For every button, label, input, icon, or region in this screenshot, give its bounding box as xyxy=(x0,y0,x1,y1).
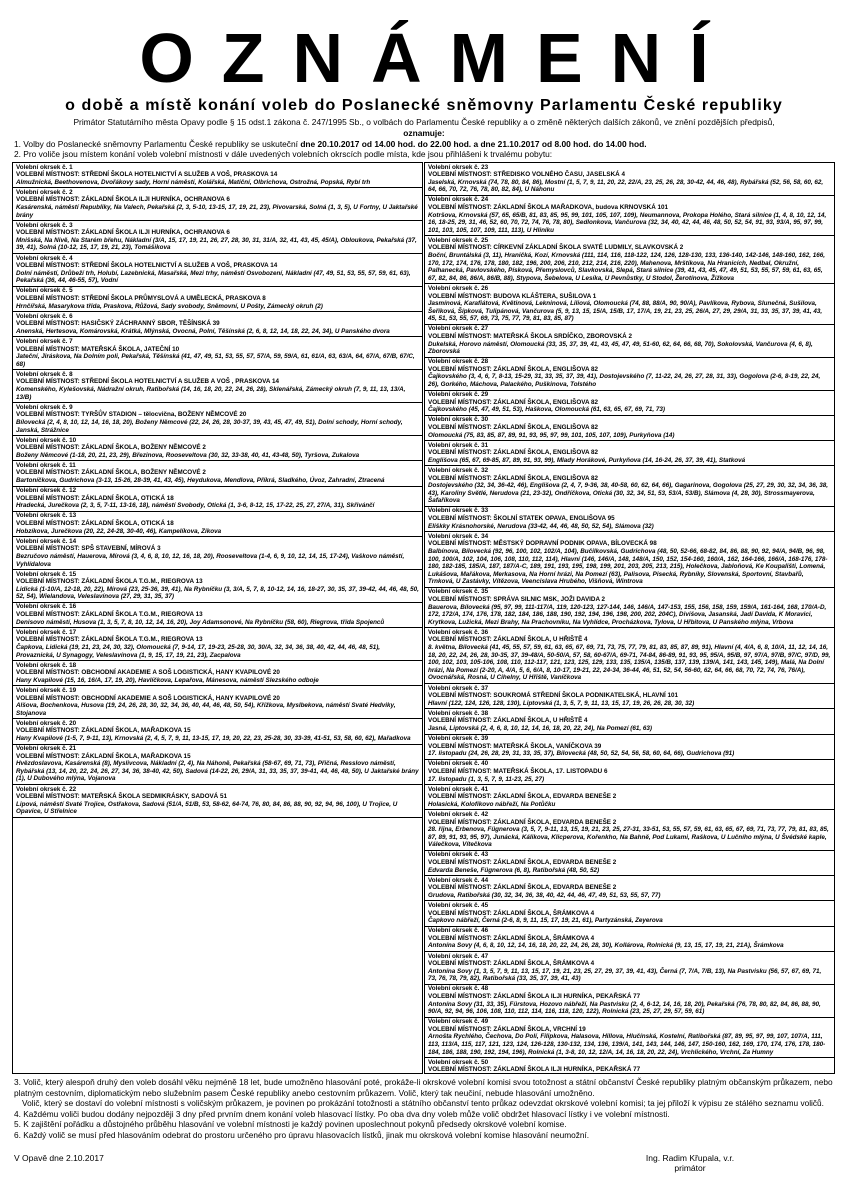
district-number: Volební okrsek č. 37 xyxy=(428,684,489,692)
district-entry xyxy=(425,985,834,1018)
district-streets: 28. října, Erbenova, Fügnerova (3, 5, 7, 9-11, 13, 15, 19, 21, 23, 25, 27-31, 33-51, 53, 55, 57, 59, 61, 63, 65, 67, 69, 71, 73, 77, 79, 81, 83, 85, 87, 89, 91, 93, 95, 97), Junácká, Kálikova, Klicperova, Kořenkho, Na Bahně, Pod Lukami, Raškova, U Lučního mlýna, U Švédské kaple, Válečkova, Vítečkova xyxy=(428,826,829,849)
district-streets: Denisovo náměstí, Husova (1, 3, 5, 7, 8, 10, 12, 14, 16, 20), Joy Adamsonové, Na Rybníčku (58, 60), Riegrova, třída Spojenců xyxy=(16,618,385,626)
district-number: Volební okrsek č. 38 xyxy=(428,709,489,717)
district-entry xyxy=(13,287,422,312)
election-dates: dne 20.10.2017 od 14.00 hod. do 22.00 hod. a dne 21.10.2017 od 8.00 hod. do 14.00 hod. xyxy=(300,138,647,149)
district-number: Volební okrsek č. 4 xyxy=(16,254,73,262)
district-streets: Čajkovského (3, 4, 6, 7, 8-13, 15-29, 31, 33, 35, 37, 39, 41), Dostojevského (7, 11-22, 24, 26, 27, 28, 31, 33), Gogolova (2-6, 8-19, 22, 24, 26), Gorkého, Máchova, Palackého, Puškinova, Tolstého xyxy=(428,373,821,389)
district-streets: Boční, Bruntálská (3, 11), Hraničká, Kozí, Krnovská (111, 114, 116, 118-122, 124, 126, 128-130, 133, 136-140, 142-146, 148-160, 162, 166, 170, 172, 174, 176, 178, 180, 182, 196, 200, 206, 210, 212, 214, 216, 220), Mahenova, Mrštíkova, Na Hranicích, Nedbal, Okružní, Palhanecká, Pavlovského, Písková, Přemyslovců, Slavkovská, Slepá, Stará silnice (39, 41, 43, 45, 47, 49, 51, 53, 55, 57, 59, 61, 63, 65, 67, 82, 84, 86, 86/A, 86/B, 88), Stypova, Šebelova, U Lesíka, U Pevnůstky, U Stodol, Žerotínova, Žižkova xyxy=(428,252,825,282)
district-entry xyxy=(13,461,422,486)
district-streets: Hrnčířská, Masarykova třída, Praskova, Růžová, Sady svobody, Sněmovní, U Pošty, Zámecký okruh (2) xyxy=(16,302,323,310)
polling-room: VOLEBNÍ MÍSTNOST: STŘEDNÍ ŠKOLA PRŮMYSLOVÁ A UMĚLECKÁ, PRASKOVA 8 xyxy=(16,295,266,302)
polling-room: VOLEBNÍ MÍSTNOST: MĚSTSKÝ DOPRAVNÍ PODNIK OPAVA, BÍLOVECKÁ 98 xyxy=(428,540,657,548)
district-number: Volební okrsek č. 46 xyxy=(428,927,489,935)
district-number: Volební okrsek č. 11 xyxy=(16,461,76,469)
district-entry xyxy=(425,163,834,196)
district-streets: 17. listopadu (24, 26, 28, 29, 31, 33, 35, 37), Bílovecká (48, 50, 52, 54, 56, 58, 60, 64, 66), Gudrichova (91) xyxy=(428,750,735,758)
district-number: Volební okrsek č. 27 xyxy=(428,325,489,333)
district-streets: Olomoucká (75, 83, 85, 87, 89, 91, 93, 95, 97, 99, 101, 105, 107, 109), Purkyňova (14) xyxy=(428,431,675,439)
footer-paragraph: 5. K zajištění pořádku a důstojného průběhu hlasování ve volební místnosti je každý povinen uposlechnout pokynů předsedy okrskové volební komise. xyxy=(14,1119,567,1130)
district-entry xyxy=(425,628,834,684)
polling-room: VOLEBNÍ MÍSTNOST: ZÁKLADNÍ ŠKOLA, U HŘIŠTĚ 4 xyxy=(428,636,588,644)
footer-notes xyxy=(14,1077,834,1141)
district-entry xyxy=(425,810,834,850)
announcement-header xyxy=(14,117,834,160)
district-entry xyxy=(425,588,834,628)
point-1-text: 1. Volby do Poslanecké sněmovny Parlamentu České republiky se uskuteční xyxy=(14,138,301,149)
polling-room: VOLEBNÍ MÍSTNOST: HASIČSKÝ ZÁCHRANNÝ SBOR, TĚŠÍNSKÁ 39 xyxy=(16,320,220,328)
polling-room: VOLEBNÍ MÍSTNOST: ZÁKLADNÍ ŠKOLA, EDVARDA BENEŠE 2 xyxy=(428,793,617,801)
polling-room: VOLEBNÍ MÍSTNOST: ZÁKLADNÍ ŠKOLA, ENGLIŠOVA 82 xyxy=(428,365,599,373)
page-title: OZNÁMENÍ xyxy=(139,19,737,97)
district-entry xyxy=(425,1058,834,1074)
right-column xyxy=(424,162,835,1074)
district-entry xyxy=(425,901,834,926)
polling-room: VOLEBNÍ MÍSTNOST: ZÁKLADNÍ ŠKOLA MAŘADKOVA, budova KRNOVSKÁ 101 xyxy=(428,203,668,211)
polling-room: VOLEBNÍ MÍSTNOST: ZÁKLADNÍ ŠKOLA, ŠRÁMKOVA 4 xyxy=(428,909,595,917)
district-streets: Dolní náměstí, Drůbeží trh, Holubí, Lazebnická, Masařská, Mezi trhy, náměstí Osvobození, Nákladní (47, 49, 51, 53, 55, 57, 59, 61, 63), Pekařská (36, 44, 46-55, 57), Vodní xyxy=(16,269,411,285)
district-streets: Čajkovského (45, 47, 49, 51, 53), Haškova, Olomoucká (61, 63, 65, 67, 69, 71, 73) xyxy=(428,406,665,414)
district-entry xyxy=(13,785,422,818)
district-entry xyxy=(425,507,834,532)
polling-room: VOLEBNÍ MÍSTNOST: STŘEDNÍ ŠKOLA HOTELNICTVÍ A SLUŽEB A VOŠ, PRASKOVA 14 xyxy=(16,171,278,179)
footer-paragraph: 4. Každému voliči budou dodány nejpozději 3 dny před prvním dnem konání voleb hlasovací lístky. Po oba dva dny voleb může volič obdržet hlasovací lístky i ve volební místnosti. xyxy=(14,1108,670,1119)
polling-room: VOLEBNÍ MÍSTNOST: TYRŠŮV STADION – tělocvična, BOŽENY NĚMCOVÉ 20 xyxy=(16,411,247,419)
district-entry xyxy=(13,221,422,254)
polling-room: VOLEBNÍ MÍSTNOST: ZÁKLADNÍ ŠKOLA T.G.M., RIEGROVA 13 xyxy=(16,636,203,644)
district-number: Volební okrsek č. 43 xyxy=(428,851,489,859)
polling-room: VOLEBNÍ MÍSTNOST: ZÁKLADNÍ ŠKOLA, ŠRÁMKOVA 4 xyxy=(428,934,595,942)
district-streets: Arnošta Rychlého, Čechova, Do Polí, Filipkova, Halasova, Hillova, Hlučínská, Kostelní, Ratibořská (87, 89, 95, 97, 99, 107, 107/A, 111, 113, 113/A, 115, 117, 121, 123, 124, 126-128, 130-132, 134, 136, 139/A, 141, 143, 144, 146, 147, 150-160, 162, 169, 170, 174, 176, 178, 180-184, 186, 188, 190, 192, 194, 196), Rolnická (1, 3-8, 10, 12, 12/A, 14, 16, 18, 20, 22, 24), Vrchlického, Vrchní, Za Humny xyxy=(428,1033,826,1056)
district-streets: Edvarda Beneše, Fügnerova (6, 8), Ratibořská (48, 50, 52) xyxy=(428,866,600,874)
district-streets: 17. listopadu (1, 3, 5, 7, 9, 11-23, 25, 27) xyxy=(428,775,545,783)
district-streets: Kasárenská, náměstí Republiky, Na Valech, Pekařská (2, 3, 5-10, 13-15, 17, 19, 21, 23), Pivovarská, Solná (1, 3, 5), U Fortny, U Jaktařské brány xyxy=(16,203,418,219)
polling-room: VOLEBNÍ MÍSTNOST: MATEŘSKÁ ŠKOLA SRDÍČKO, ZBOROVSKÁ 2 xyxy=(428,332,632,340)
polling-room: VOLEBNÍ MÍSTNOST: ZÁKLADNÍ ŠKOLA, ŠRÁMKOVA 4 xyxy=(428,960,595,968)
district-number: Volební okrsek č. 35 xyxy=(428,588,489,596)
district-number: Volební okrsek č. 25 xyxy=(428,236,489,244)
polling-room: VOLEBNÍ MÍSTNOST: ZÁKLADNÍ ŠKOLA, OTICKÁ 18 xyxy=(16,494,174,502)
polling-room: VOLEBNÍ MÍSTNOST: OBCHODNÍ AKADEMIE A SOŠ LOGISTICKÁ, HANY KVAPILOVÉ 20 xyxy=(16,694,280,702)
polling-room: VOLEBNÍ MÍSTNOST: ZÁKLADNÍ ŠKOLA, BOŽENY NĚMCOVÉ 2 xyxy=(16,469,206,477)
polling-room: VOLEBNÍ MÍSTNOST: ZÁKLADNÍ ŠKOLA, OTICKÁ 18 xyxy=(16,520,174,528)
polling-room: VOLEBNÍ MÍSTNOST: ZÁKLADNÍ ŠKOLA, BOŽENY NĚMCOVÉ 2 xyxy=(16,444,206,452)
district-streets: Hvězdoslavova, Kasárenská (8), Myslivcova, Nákladní (2, 4), Na Náhoně, Pekařská (58-67, 69, 71, 73), Přičná, Resslovo náměstí, Rybářská (13, 14, 20, 22, 24, 26, 27, 34, 36, 38-40, 42, 50), Sadová (14-22, 26, 29/A, 31, 33, 35, 37, 39-41, 44, 46, 48, 50), U Jaktařské brány (1), U Dubového mlýna, Vojanova xyxy=(16,760,419,783)
district-entry xyxy=(13,745,422,785)
district-streets: Hradecká, Jurečkova (2, 3, 5, 7-11, 13-16, 18), náměstí Svobody, Otická (1, 3-6, 8-12, 15, 17-22, 25, 27, 27/A, 31), Skřivánčí xyxy=(16,502,375,510)
district-streets: Almužnická, Beethovenova, Dvořákovy sady, Horní náměstí, Kolářská, Matiční, Olbrichova, Ostrožná, Popská, Rybí trh xyxy=(16,178,371,186)
district-number: Volební okrsek č. 49 xyxy=(428,1018,489,1026)
district-streets: Dostojevského (32, 34, 36-42, 46), Englišova (2, 4, 7, 9-36, 38, 40-58, 60, 62, 64, 66), Gagarinova, Gogolova (25, 27, 29, 30, 32, 34, 36, 38, 43), Karoliny Světlé, Nerudova (21, 23-32), Ondříčkova, Otická (30, 32, 34, 51, 53, 53/A, 53/B), Slámova (4, 28, 30), Strossmayerova, Šafaříkova xyxy=(428,482,829,505)
district-entry xyxy=(13,188,422,221)
district-entry xyxy=(425,927,834,952)
district-streets: Bartoníčkova, Gudrichova (3-13, 15-26, 28-39, 41, 43, 45), Heydukova, Mendlova, Příkrá, Sladkého, Úvoz, Zahradní, Ztracená xyxy=(16,477,385,485)
polling-room: VOLEBNÍ MÍSTNOST: ZÁKLADNÍ ŠKOLA, EDVARDA BENEŠE 2 xyxy=(428,858,617,866)
district-entry xyxy=(13,661,422,686)
district-number: Volební okrsek č. 19 xyxy=(16,686,77,694)
polling-room: VOLEBNÍ MÍSTNOST: ZÁKLADNÍ ŠKOLA, EDVARDA BENEŠE 2 xyxy=(428,818,617,826)
district-streets: Hany Kvapilové (1-5, 7, 9-11, 13), Krnovská (2, 4, 5, 7, 9, 11, 13-15, 17, 19, 20, 22, 23, 25-28, 30, 33-39, 41-51, 53, 58, 60, 62), Mařadkova xyxy=(16,734,411,742)
polling-room: VOLEBNÍ MÍSTNOST: ZÁKLADNÍ ŠKOLA, ENGLIŠOVA 82 xyxy=(428,398,599,406)
district-number: Volební okrsek č. 29 xyxy=(428,391,489,399)
district-entry xyxy=(425,760,834,785)
district-number: Volební okrsek č. 36 xyxy=(428,628,489,636)
district-number: Volební okrsek č. 12 xyxy=(16,487,77,495)
district-entry xyxy=(13,487,422,512)
polling-room: VOLEBNÍ MÍSTNOST: ZÁKLADNÍ ŠKOLA, MAŘADKOVA 15 xyxy=(16,752,191,760)
district-entry xyxy=(13,537,422,570)
district-streets: Hlavní (122, 124, 126, 128, 130), Liptovská (1, 3, 5, 7, 9, 11, 13, 15, 17, 19, 26, 26, 28, 30, 32) xyxy=(428,699,695,707)
district-streets: Jateční, Jiráskova, Na Dolním poli, Pekařská, Těšínská (41, 47, 49, 51, 53, 55, 57, 57/A, 59, 59/A, 61, 61/A, 63, 63/A, 64, 67/A, 67/B, 67/C, 68) xyxy=(16,353,415,368)
polling-room: VOLEBNÍ MÍSTNOST: MATEŘSKÁ ŠKOLA, VANÍČKOVA 39 xyxy=(428,742,602,750)
polling-room: VOLEBNÍ MÍSTNOST: ZÁKLADNÍ ŠKOLA, MAŘADKOVA 15 xyxy=(16,727,191,735)
district-streets: Balbínova, Bílovecká (92, 96, 100, 102, 102/A, 104), Bučilkovská, Gudrichova (48, 50, 52-66, 68-82, 84, 86, 88, 90, 92, 94/A, 94/B, 96, 98, 100, 100/A, 102, 104, 106, 108, 110, 112, 114), Hlavní (146, 146/A, 148, 148/A, 150, 152, 154-160, 160/A, 162, 164-166, 166/A, 168-176, 178-180, 182-185, 185/A, 187, 187/A-C, 189, 191, 193, 195, 198, 199, 201, 203, 205, 213, 215), Holečkova, Jabloňová, Ke Koupališti, Lomená, Lukášova, Mařákova, Merkasova, Na Horní hrázi, Na Pomezí (63), Palisova, Pisecká, Rybníky, Slovenská, Sportovní, Stavbařů, Trnková, U Zastávky, Vítězova, Veencislava Hrubého, Višňová, Wintrova xyxy=(428,547,828,586)
district-streets: Jasná, Liptovská (2, 4, 6, 8, 10, 12, 14, 16, 18, 20, 22, 24), Na Pomezí (61, 63) xyxy=(428,724,653,732)
district-streets: Holasická, Kolofíkovo nábřeží, Na Potůčku xyxy=(428,800,556,808)
district-streets: Jasmínová, Karafiátová, Květinová, Lekninová, Liliová, Olomoucká (74, 88, 88/A, 90, 90/A), Pavlíkova, Rybova, Slunečná, Sušilova, Šeříková, Šípková, Tulipánová, Vančurova (5, 9, 13, 15, 15/A, 15/B, 17, 17/A, 19, 21, 23, 25, 26/A, 27, 29, 29/A, 31, 33, 35, 37, 39, 41, 43, 45, 51, 53, 55, 57, 69, 73, 75, 77, 79, 81, 83, 85, 87) xyxy=(428,300,823,323)
district-streets: Boženy Němcové (1-18, 20, 21, 23, 29), Březinova, Rooseveltova (30, 32, 33-38, 40, 41, 43-48, 50), Tyršova, Zukalova xyxy=(16,451,360,459)
district-streets: Lipová, náměstí Svaté Trojice, Ostřakova, Sadová (51/A, 51/B, 53, 58-62, 64-74, 76, 80, 84, 86, 88, 90, 92, 94, 96, 100), U Trojice, U Opavice, U Střelnice xyxy=(16,800,398,816)
polling-room: VOLEBNÍ MÍSTNOST: CÍRKEVNÍ ZÁKLADNÍ ŠKOLA SVATÉ LUDMILY, SLAVKOVSKÁ 2 xyxy=(428,244,684,252)
district-streets: Kotršova, Krnovská (57, 65, 65/B, 81, 83, 85, 95, 99, 101, 105, 107, 109), Neumannova, Prokopa Holého, Stará silnice (1, 4, 8, 10, 12, 14, 16, 18-25, 29, 31, 46, 52, 60, 70, 72, 74, 76, 78, 80), Sedlonkova, Vančurova (32, 34, 40, 42, 44, 46, 48, 50, 52, 54, 91, 93, 93/A, 95, 97, 99, 101, 103, 105, 107, 109, 111, 113), U Hliníku xyxy=(428,211,827,234)
district-streets: Antonína Sovy (1, 3, 5, 7, 9, 11, 13, 15, 17, 19, 21, 23, 25, 27, 29, 37, 39, 41, 43), Černá (7, 7/A, 7/B, 13), Na Pastvisku (56, 57, 67, 69, 71, 73, 76, 78, 79, 82), Ratibořská (33, 35, 37, 39, 41, 43) xyxy=(428,967,822,983)
district-streets: Englišova (65, 67, 69-85, 87, 89, 91, 93, 99), Mlady Horákové, Purkyňova (14, 16-24, 26, 37, 39, 41), Statková xyxy=(428,456,746,464)
district-number: Volební okrsek č. 20 xyxy=(16,719,77,727)
polling-room: VOLEBNÍ MÍSTNOST: SOUKROMÁ STŘEDNÍ ŠKOLA PODNIKATELSKÁ, HLAVNÍ 101 xyxy=(428,692,679,700)
polling-room: VOLEBNÍ MÍSTNOST: ZÁKLADNÍ ŠKOLA ILJI HURNÍKA, OCHRANOVA 6 xyxy=(16,196,230,204)
polling-room: VOLEBNÍ MÍSTNOST: ŠKOLNÍ STATEK OPAVA, ENGLIŠOVA 95 xyxy=(428,515,615,523)
district-number: Volební okrsek č. 24 xyxy=(428,196,489,204)
left-column xyxy=(12,162,423,1074)
polling-room: VOLEBNÍ MÍSTNOST: SPŠ STAVEBNÍ, MÍROVÁ 3 xyxy=(16,545,161,553)
district-entry xyxy=(425,236,834,284)
district-number: Volební okrsek č. 45 xyxy=(428,901,489,909)
district-entry xyxy=(425,684,834,709)
district-number: Volební okrsek č. 1 xyxy=(16,163,73,171)
district-number: Volební okrsek č. 2 xyxy=(16,188,73,196)
district-entry xyxy=(425,441,834,466)
district-number: Volební okrsek č. 18 xyxy=(16,661,77,669)
district-streets: Bauerova, Bílovecká (95, 97, 99, 111-117/A, 119, 120-123, 127-144, 146, 146/A, 147-153, 155, 156, 158, 159, 159/A, 161-164, 168, 170/A-D, 172, 172/A, 174, 176, 178, 182, 184, 186, 188, 190, 192, 194, 196, 198, 200, 202, 204C), Divišova, Jasanská, Jadí Davida, K Moravici, Krytkova, Lužická, Mezi Brahy, Na Prachovníku, Na Vyhlídce, Procházkova, Tylova, U Hřbitova, U Panského mlýna, Vrbova xyxy=(428,603,827,626)
polling-room: VOLEBNÍ MÍSTNOST: SPRÁVA SILNIC MSK, JOŽI DAVIDA 2 xyxy=(428,595,606,603)
district-number: Volební okrsek č. 17 xyxy=(16,628,77,636)
point-1 xyxy=(14,139,834,150)
district-streets: Lidická (1-10/A, 12-18, 20, 22), Mírová (23, 25-36, 39, 41), Na Rybníčku (3, 3/A, 5, 7, 8, 10-12, 14, 16, 18-27, 30, 35, 37, 39-42, 44, 46, 48, 50, 52, 54), Wielandova, Veleslavínova (27, 29, 31, 35, 37) xyxy=(16,585,419,601)
district-entry xyxy=(425,735,834,760)
district-entry xyxy=(13,312,422,337)
district-entry xyxy=(425,709,834,734)
intro-text: Primátor Statutárního města Opavy podle § 15 odst.1 zákona č. 247/1995 Sb., o volbách do Parlamentu České republiky a o změně některých dalších zákonů, ve znění pozdějších předpisů, xyxy=(73,117,775,127)
district-streets: Bílovecká (2, 4, 8, 10, 12, 14, 16, 18, 20), Boženy Němcové (22, 24, 26, 28, 30-37, 39, 43, 45, 47, 49, 51), Dolní schody, Horní schody, Janská, Strážnice xyxy=(16,418,403,434)
district-entry xyxy=(13,512,422,537)
district-entry xyxy=(13,603,422,628)
polling-room: VOLEBNÍ MÍSTNOST: STŘEDNÍ ŠKOLA HOTELNICTVÍ A SLUŽEB A VOŠ , PRASKOVA 14 xyxy=(16,378,279,386)
polling-room: VOLEBNÍ MÍSTNOST: OBCHODNÍ AKADEMIE A SOŠ LOGISTICKÁ, HANY KVAPILOVÉ 20 xyxy=(16,669,280,677)
polling-room: VOLEBNÍ MÍSTNOST: ZÁKLADNÍ ŠKOLA ILJI HURNÍKA, PEKAŘSKÁ 77 xyxy=(428,1066,641,1074)
signature-name: Ing. Radim Křupala, v.r. xyxy=(645,1153,735,1163)
district-streets: Čapkova, Lidická (19, 21, 23, 24, 30, 32), Olomoucká (7, 9-14, 17, 19-23, 25-28, 30, 30/A, 32, 34, 36, 38, 40, 42, 44, 46, 48, 51), Provaznická, U Synagogy, Veleslavínova (1, 9, 15, 17, 19, 21, 23), Zacpalova xyxy=(16,643,381,659)
district-entry xyxy=(425,851,834,876)
district-number: Volební okrsek č. 22 xyxy=(16,785,77,793)
district-number: Volební okrsek č. 6 xyxy=(16,312,73,320)
footer-paragraph: 6. Každý volič se musí před hlasováním odebrat do prostoru určeného pro úpravu hlasovacích lístků, jinak mu okrsková volební komise hlasování neumožní. xyxy=(14,1129,590,1140)
place-date: V Opavě dne 2.10.2017 xyxy=(14,1153,104,1163)
polling-room: VOLEBNÍ MÍSTNOST: ZÁKLADNÍ ŠKOLA, ENGLIŠOVA 82 xyxy=(428,449,599,457)
polling-room: VOLEBNÍ MÍSTNOST: ZÁKLADNÍ ŠKOLA, U HŘIŠTĚ 4 xyxy=(428,717,588,725)
polling-room: VOLEBNÍ MÍSTNOST: STŘEDNÍ ŠKOLA HOTELNICTVÍ A SLUŽEB A VOŠ, PRASKOVA 14 xyxy=(16,262,278,270)
district-entry xyxy=(13,570,422,603)
district-entry xyxy=(425,196,834,236)
district-number: Volební okrsek č. 5 xyxy=(16,287,73,295)
district-number: Volební okrsek č. 28 xyxy=(428,358,489,366)
polling-room: VOLEBNÍ MÍSTNOST: ZÁKLADNÍ ŠKOLA T.G.M., RIEGROVA 13 xyxy=(16,578,203,586)
district-number: Volební okrsek č. 10 xyxy=(16,436,77,444)
point-2: 2. Pro voliče jsou místem konání voleb volební místnosti v dále uvedených volebních okrscích podle místa, kde jsou přihlášeni k trvalému pobytu: xyxy=(14,149,553,160)
polling-room: VOLEBNÍ MÍSTNOST: ZÁKLADNÍ ŠKOLA ILJI HURNÍKA, PEKAŘSKÁ 77 xyxy=(428,992,641,1000)
district-streets: Dukelská, Horovo náměstí, Olomoucká (33, 35, 37, 39, 41, 43, 45, 47, 49, 51-60, 62, 64, 66, 68, 70), Sokolovská, Vančurova (4, 6, 8), Zborovská xyxy=(428,340,813,356)
district-streets: Eliškky Krásnohorské, Nerudova (33-42, 44, 46, 48, 50, 52, 54), Slámova (32) xyxy=(428,522,654,530)
district-number: Volební okrsek č. 40 xyxy=(428,760,489,768)
district-number: Volební okrsek č. 31 xyxy=(428,441,489,449)
district-entry xyxy=(425,416,834,441)
district-streets: Jaselská, Krnovská (74, 78, 80, 84, 86), Mostní (1, 5, 7, 9, 11, 20, 22, 22/A, 23, 25, 26, 28, 30-42, 44, 46, 48), Rybářská (52, 56, 58, 60, 62, 64, 66, 70, 72, 76, 78, 80, 82, 84), U Náhonu xyxy=(428,178,824,194)
district-entry xyxy=(13,403,422,436)
district-entry xyxy=(425,358,834,391)
district-number: Volební okrsek č. 34 xyxy=(428,532,489,540)
district-number: Volební okrsek č. 16 xyxy=(16,603,77,611)
district-entry xyxy=(13,337,422,370)
district-number: Volební okrsek č. 42 xyxy=(428,810,489,818)
district-number: Volební okrsek č. 50 xyxy=(428,1058,489,1066)
district-entry xyxy=(425,325,834,358)
district-entry xyxy=(13,719,422,744)
district-streets: 8. května, Bílovecká (41, 45, 55, 57, 59, 61, 63, 65, 67, 69, 71, 73, 75, 77, 79, 81, 83, 85, 87, 89, 91), Hlavní (4, 4/A, 6, 8, 10/A, 11, 12, 14, 16, 18, 20, 22, 24, 26, 28, 30-35, 37, 39-48/A, 50-50/A, 57, 58, 60-67/A, 69-71, 74-84, 86-89, 91, 93, 95, 95/A, 95/B, 97, 97/A, 97/B, 97/C, 97/D, 99, 100, 102, 103, 105-106, 108, 110, 112-117, 121, 123, 125, 129, 133, 135, 135/A, 135/B, 137, 139, 139/A, 141, 143, 145, 149), Malá, Na Dolní hrázi, Na Pomezí (2-20, A, 4/A, 5, 6, 6/A, 8, 10-17, 19-21, 22, 24-34, 36-44, 46, 51, 52, 54, 56-60, 62, 64, 66, 68, 70, 72, 74, 76, 76/A), Ovocnářská, Rosná, U Cihelny, U Hřiště, Vaníčkova xyxy=(428,644,831,682)
polling-room: VOLEBNÍ MÍSTNOST: ZÁKLADNÍ ŠKOLA, EDVARDA BENEŠE 2 xyxy=(428,884,617,892)
signature-role: primátor xyxy=(674,1163,706,1173)
district-entry xyxy=(425,466,834,506)
polling-room: VOLEBNÍ MÍSTNOST: STŘEDISKO VOLNÉHO ČASU, JASELSKÁ 4 xyxy=(428,171,625,179)
district-streets: Antonína Sovy (4, 6, 8, 10, 12, 14, 16, 18, 20, 22, 24, 26, 28, 30), Kollárova, Rolnická (9, 13, 15, 17, 19, 21, 21A), Šrámkova xyxy=(428,942,784,950)
district-number: Volební okrsek č. 21 xyxy=(16,745,77,753)
district-streets: Antonína Sovy (31, 33, 35), Fürstova, Hozovo nábřeží, Na Pastvisku (2, 4, 6-12, 14, 16, 18, 20), Pekařská (76, 78, 80, 82, 84, 86, 88, 90, 90/A, 92, 94, 96, 106, 108, 110, 112, 114, 116, 118, 120, 122), Rolnická (23, 25, 27, 29, 57, 59, 61) xyxy=(428,1000,821,1016)
district-number: Volební okrsek č. 39 xyxy=(428,735,489,743)
district-streets: Grudova, Ratibořská (30, 32, 34, 36, 38, 40, 42, 44, 46, 47, 49, 51, 53, 55, 57, 77) xyxy=(428,891,661,899)
district-entry xyxy=(425,284,834,324)
polling-room: VOLEBNÍ MÍSTNOST: MATEŘSKÁ ŠKOLA SEDMIKRÁSKY, SADOVÁ 51 xyxy=(16,793,227,801)
district-number: Volební okrsek č. 8 xyxy=(16,370,73,378)
polling-room: VOLEBNÍ MÍSTNOST: ZÁKLADNÍ ŠKOLA, VRCHNÍ 19 xyxy=(428,1025,586,1033)
district-streets: Alšova, Bochenkova, Husova (19, 24, 26, 28, 30, 32, 34, 36, 40, 44, 46, 48, 50, 54), Křížkova, Myslbekova, náměstí Svaté Hedviky, Stojanova xyxy=(16,702,396,717)
page-subtitle: o době a místě konání voleb do Poslanecké sněmovny Parlamentu České republiky xyxy=(65,97,783,114)
district-number: Volební okrsek č. 47 xyxy=(428,952,489,960)
district-entry xyxy=(13,370,422,403)
polling-room: VOLEBNÍ MÍSTNOST: ZÁKLADNÍ ŠKOLA ILJI HURNÍKA, OCHRANOVA 6 xyxy=(16,229,230,237)
district-number: Volební okrsek č. 33 xyxy=(428,507,489,515)
district-entry xyxy=(425,785,834,810)
district-entry xyxy=(13,436,422,461)
polling-room: VOLEBNÍ MÍSTNOST: MATEŘSKÁ ŠKOLA, 17. LISTOPADU 6 xyxy=(428,767,608,775)
district-entry xyxy=(425,532,834,588)
district-number: Volební okrsek č. 44 xyxy=(428,876,489,884)
district-number: Volební okrsek č. 14 xyxy=(16,537,77,545)
district-entry xyxy=(13,686,422,719)
district-number: Volební okrsek č. 32 xyxy=(428,466,489,474)
district-entry xyxy=(425,876,834,901)
district-number: Volební okrsek č. 48 xyxy=(428,985,489,993)
polling-room: VOLEBNÍ MÍSTNOST: MATEŘSKÁ ŠKOLA, JATEČNÍ 10 xyxy=(16,345,180,353)
district-entry xyxy=(425,391,834,416)
district-number: Volební okrsek č. 7 xyxy=(16,337,73,345)
district-streets: Anenská, Hertesova, Komárovská, Krátká, Mlýnská, Ovocná, Polní, Těšínská (2, 6, 8, 12, 14, 18, 22, 24, 34), U Panského dvora xyxy=(16,327,390,335)
district-streets: Bezručovo náměstí, Hauerova, Mírová (3, 4, 6, 8, 10, 12, 16, 18, 20), Rooseveltova (1-4, 6, 9, 10, 12, 14, 15, 17-24), Vaškovo náměstí, Vyhlídalova xyxy=(16,552,405,568)
polling-room: VOLEBNÍ MÍSTNOST: ZÁKLADNÍ ŠKOLA, ENGLIŠOVA 82 xyxy=(428,474,599,482)
polling-room: VOLEBNÍ MÍSTNOST: ZÁKLADNÍ ŠKOLA T.G.M., RIEGROVA 13 xyxy=(16,611,203,619)
district-streets: Mnišská, Na Nivě, Na Starém břehu, Nákladní (3/A, 15, 17, 19, 21, 26, 27, 28, 30, 31, 31/A, 32, 41, 43, 45, 45/A), Obloukova, Pekařská (37, 39, 41), Solná (10-12, 15, 17, 19, 21, 23), Tomášikova xyxy=(16,236,417,252)
district-streets: Čapkovo nábřeží, Černá (2-6, 8, 9, 11, 15, 17, 19, 21, 61), Partyzánská, Zeyerova xyxy=(428,917,663,925)
announces-label: oznamuje: xyxy=(403,127,445,138)
district-entry xyxy=(425,1018,834,1058)
district-entry xyxy=(13,163,422,188)
district-streets: Komenského, Kylešovská, Nádražní okruh, Ratibořská (14, 16, 18, 20, 22, 24, 26, 28), Sklenářská, Zámecký okruh (7, 9, 11, 13, 13/A, 13/B) xyxy=(16,386,406,401)
district-streets: Hobzíkova, Jurečkova (20, 22, 24-28, 30-40, 46), Kampelíkova, Zíkova xyxy=(16,527,222,535)
district-entry xyxy=(13,254,422,287)
polling-room: VOLEBNÍ MÍSTNOST: ZÁKLADNÍ ŠKOLA, ENGLIŠOVA 82 xyxy=(428,424,599,431)
footer-paragraph: Volič, který se dostaví do volební místnosti s voličským průkazem, je povinen po prokázání totožnosti a státního občanství tento průkaz odevzdat okrskové volební komisi; ta jej přiloží k výpisu ze stálého seznamu voličů. xyxy=(22,1098,824,1109)
footer-paragraph: 3. Volič, který alespoň druhý den voleb dosáhl věku nejméně 18 let, bude umožněno hlasování poté, prokáže-li okrskové volební komisi svou totožnost a státní občanství České republiky platným občanským průkazem, nebo platným cestovním, diplomatickým nebo služebním pasem České republiky anebo cestovním průkazem. Volič, který tak neučiní, nebude hlasování umožněno. xyxy=(14,1077,833,1098)
district-number: Volební okrsek č. 26 xyxy=(428,284,489,292)
district-entry xyxy=(13,628,422,661)
district-number: Volební okrsek č. 13 xyxy=(16,512,77,520)
district-number: Volební okrsek č. 9 xyxy=(16,403,73,411)
polling-room: VOLEBNÍ MÍSTNOST: BUDOVA KLÁŠTERA, SUŠILOVA 1 xyxy=(428,292,597,300)
district-entry xyxy=(425,952,834,985)
polling-districts xyxy=(12,162,836,1072)
district-number: Volební okrsek č. 30 xyxy=(428,416,489,424)
district-number: Volební okrsek č. 41 xyxy=(428,785,489,793)
district-number: Volební okrsek č. 15 xyxy=(16,570,77,578)
district-streets: Hany Kvapilové (15, 16, 16/A, 17, 19, 20), Havlíčkova, Lepařova, Mánesova, náměstí Slezského odboje xyxy=(16,676,319,684)
signature xyxy=(620,1153,760,1173)
district-number: Volební okrsek č. 3 xyxy=(16,221,73,229)
district-number: Volební okrsek č. 23 xyxy=(428,163,489,171)
